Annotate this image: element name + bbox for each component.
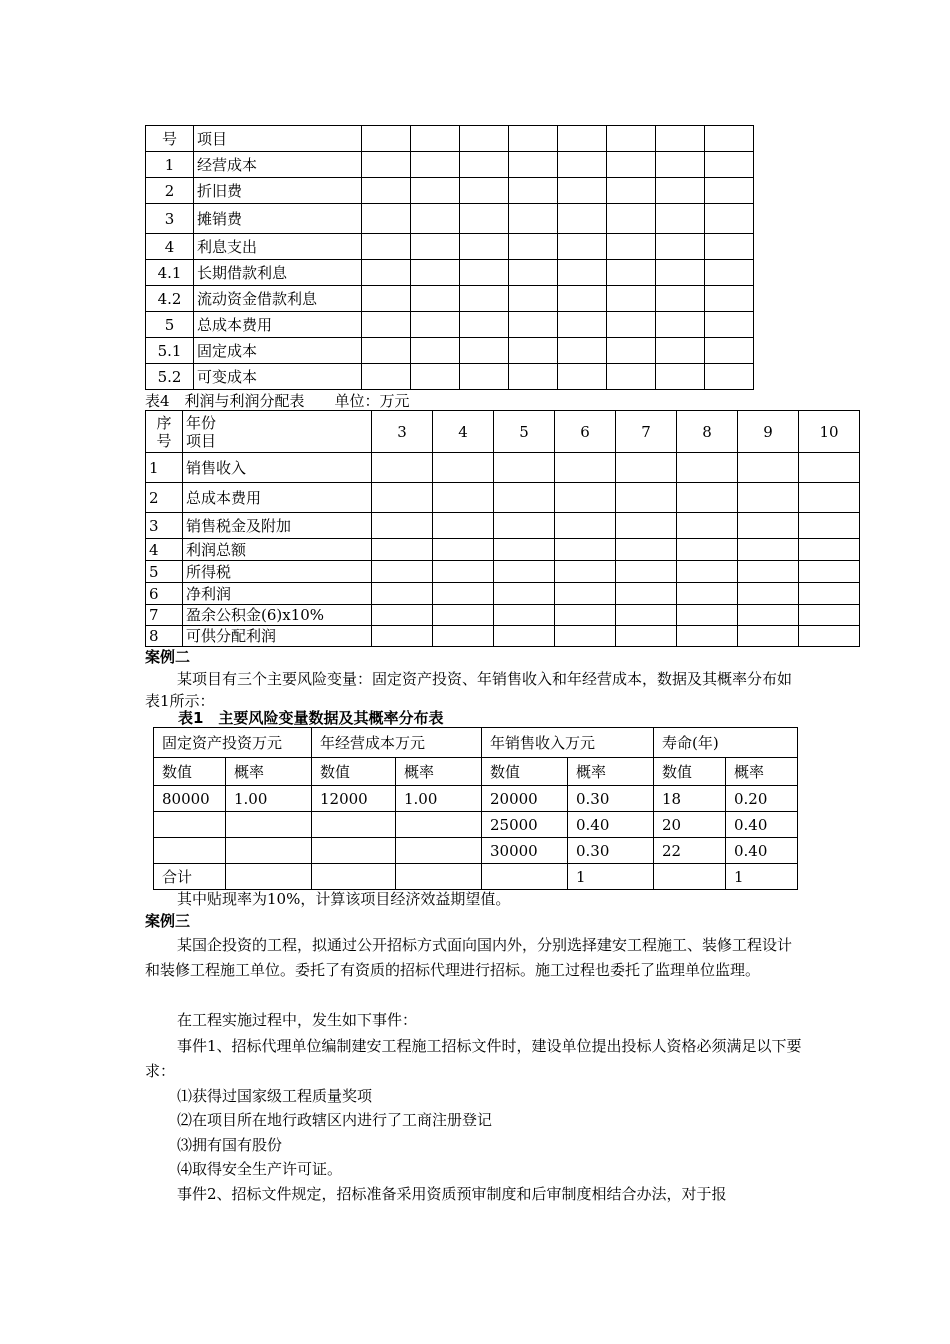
- table-row: 6 净利润: [146, 583, 860, 605]
- table-row: 30000 0.30 22 0.40: [154, 838, 798, 864]
- case3-paragraph-2: 在工程实施过程中，发生如下事件：: [177, 1011, 418, 1029]
- table-row: 3 销售税金及附加: [146, 513, 860, 539]
- table-row: 5 所得税: [146, 561, 860, 583]
- requirement-item: ⑵在项目所在地行政辖区内进行了工商注册登记: [177, 1111, 493, 1129]
- table-row: 5.2 可变成本: [146, 364, 754, 390]
- case2-note: 其中贴现率为10%，计算该项目经济效益期望值。: [177, 890, 511, 908]
- table-header-row: 序 号 年份 项目 3 4 5 6 7 8 9 10: [146, 411, 860, 453]
- table-row: 4 利润总额: [146, 539, 860, 561]
- table-row: 80000 1.00 12000 1.00 20000 0.30 18 0.20: [154, 786, 798, 812]
- cost-table: [145, 125, 754, 390]
- requirement-item: ⑶拥有国有股份: [177, 1136, 283, 1154]
- profit-table: [145, 410, 860, 647]
- case2-table-title: 表1 主要风险变量数据及其概率分布表: [178, 709, 444, 727]
- table-header-row: 固定资产投资万元 年经营成本万元 年销售收入万元 寿命(年): [154, 728, 798, 758]
- case3-paragraph-4: 事件2、招标文件规定，招标准备采用资质预审制度和后审制度相结合办法，对于报: [177, 1185, 727, 1203]
- table-row: 4.2 流动资金借款利息: [146, 286, 754, 312]
- requirement-item: ⑴获得过国家级工程质量奖项: [177, 1087, 373, 1105]
- table4-title: 表4 利润与利润分配表 单位：万元: [145, 392, 410, 410]
- table-row: 7 盈余公积金(6)x10%: [146, 605, 860, 626]
- table-row: 25000 0.40 20 0.40: [154, 812, 798, 838]
- case2-paragraph: 某项目有三个主要风险变量：固定资产投资、年销售收入和年经营成本，数据及其概率分布如表1所示：: [145, 670, 793, 710]
- table-row: 4 利息支出: [146, 234, 754, 260]
- table-row: 8 可供分配利润: [146, 626, 860, 647]
- table-row: 3 摊销费: [146, 204, 754, 234]
- requirement-item: ⑷取得安全生产许可证。: [177, 1160, 343, 1178]
- table-row: 4.1 长期借款利息: [146, 260, 754, 286]
- case2-heading: 案例二: [145, 648, 191, 666]
- table-row: 号 项目: [146, 126, 754, 152]
- table-total-row: 合计 1 1: [154, 864, 798, 890]
- risk-table: [153, 727, 798, 890]
- table-row: 5 总成本费用: [146, 312, 754, 338]
- table-row: 2 折旧费: [146, 178, 754, 204]
- case3-paragraph-3: 事件1、招标代理单位编制建安工程施工招标文件时，建设单位提出投标人资格必须满足以下要求：: [145, 1037, 802, 1080]
- table-row: 1 经营成本: [146, 152, 754, 178]
- case3-heading: 案例三: [145, 912, 191, 930]
- table-row: 2 总成本费用: [146, 483, 860, 513]
- table-row: 5.1 固定成本: [146, 338, 754, 364]
- table-subheader-row: 数值 概率 数值 概率 数值 概率 数值 概率: [154, 758, 798, 786]
- table-row: 1 销售收入: [146, 453, 860, 483]
- case3-paragraph-1: 某国企投资的工程，拟通过公开招标方式面向国内外，分别选择建安工程施工、装修工程设计和装修工程施工单位。委托了有资质的招标代理进行招标。施工过程也委托了监理单位监理。: [145, 936, 793, 979]
